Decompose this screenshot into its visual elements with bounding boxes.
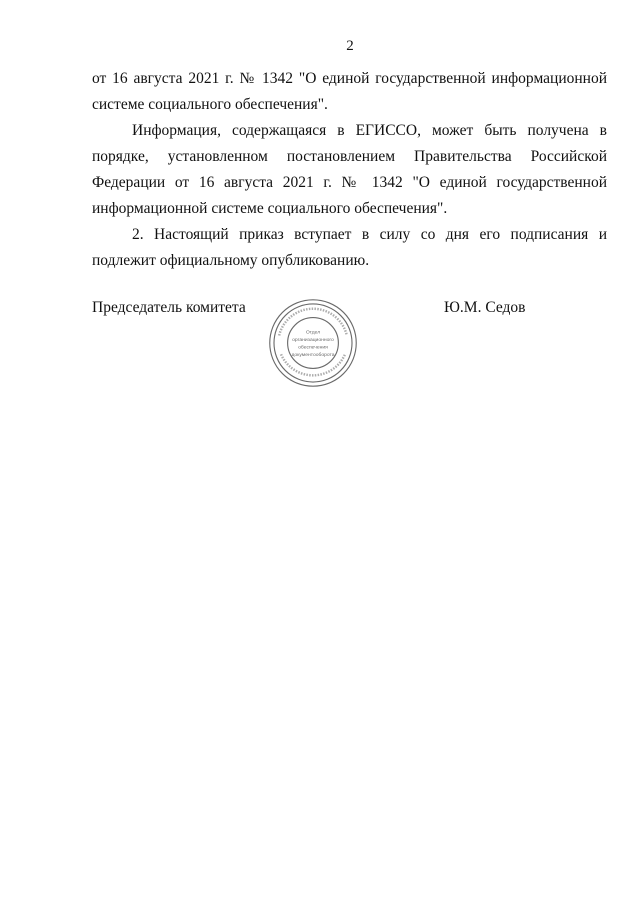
stamp-line-1: Отдел [305, 329, 321, 336]
stamp-seal-icon [266, 296, 360, 390]
signatory-name: Ю.М. Седов [444, 299, 526, 316]
paragraph-1: от 16 августа 2021 г. № 1342 "О единой государственной информационной системе социального обеспечения". [92, 70, 607, 113]
document-body [92, 66, 607, 274]
paragraph-3: 2. Настоящий приказ вступает в силу со дня его подписания и подлежит официальному опубликованию. [92, 226, 607, 269]
page-number: 2 [346, 38, 354, 54]
stamp-line-2: организационного [292, 337, 334, 344]
stamp-line-4: документооборота [291, 352, 335, 359]
paragraph-2: Информация, содержащаяся в ЕГИССО, может быть получена в порядке, установленном постановлением Правительства Российской Федерации от 16 августа 2021 г. № 1342 "О единой государственной информационной системе социального обеспечения". [92, 122, 607, 217]
official-stamp [266, 296, 360, 390]
stamp-line-3: обеспечения [298, 344, 328, 351]
signatory-title: Председатель комитета [92, 299, 246, 316]
